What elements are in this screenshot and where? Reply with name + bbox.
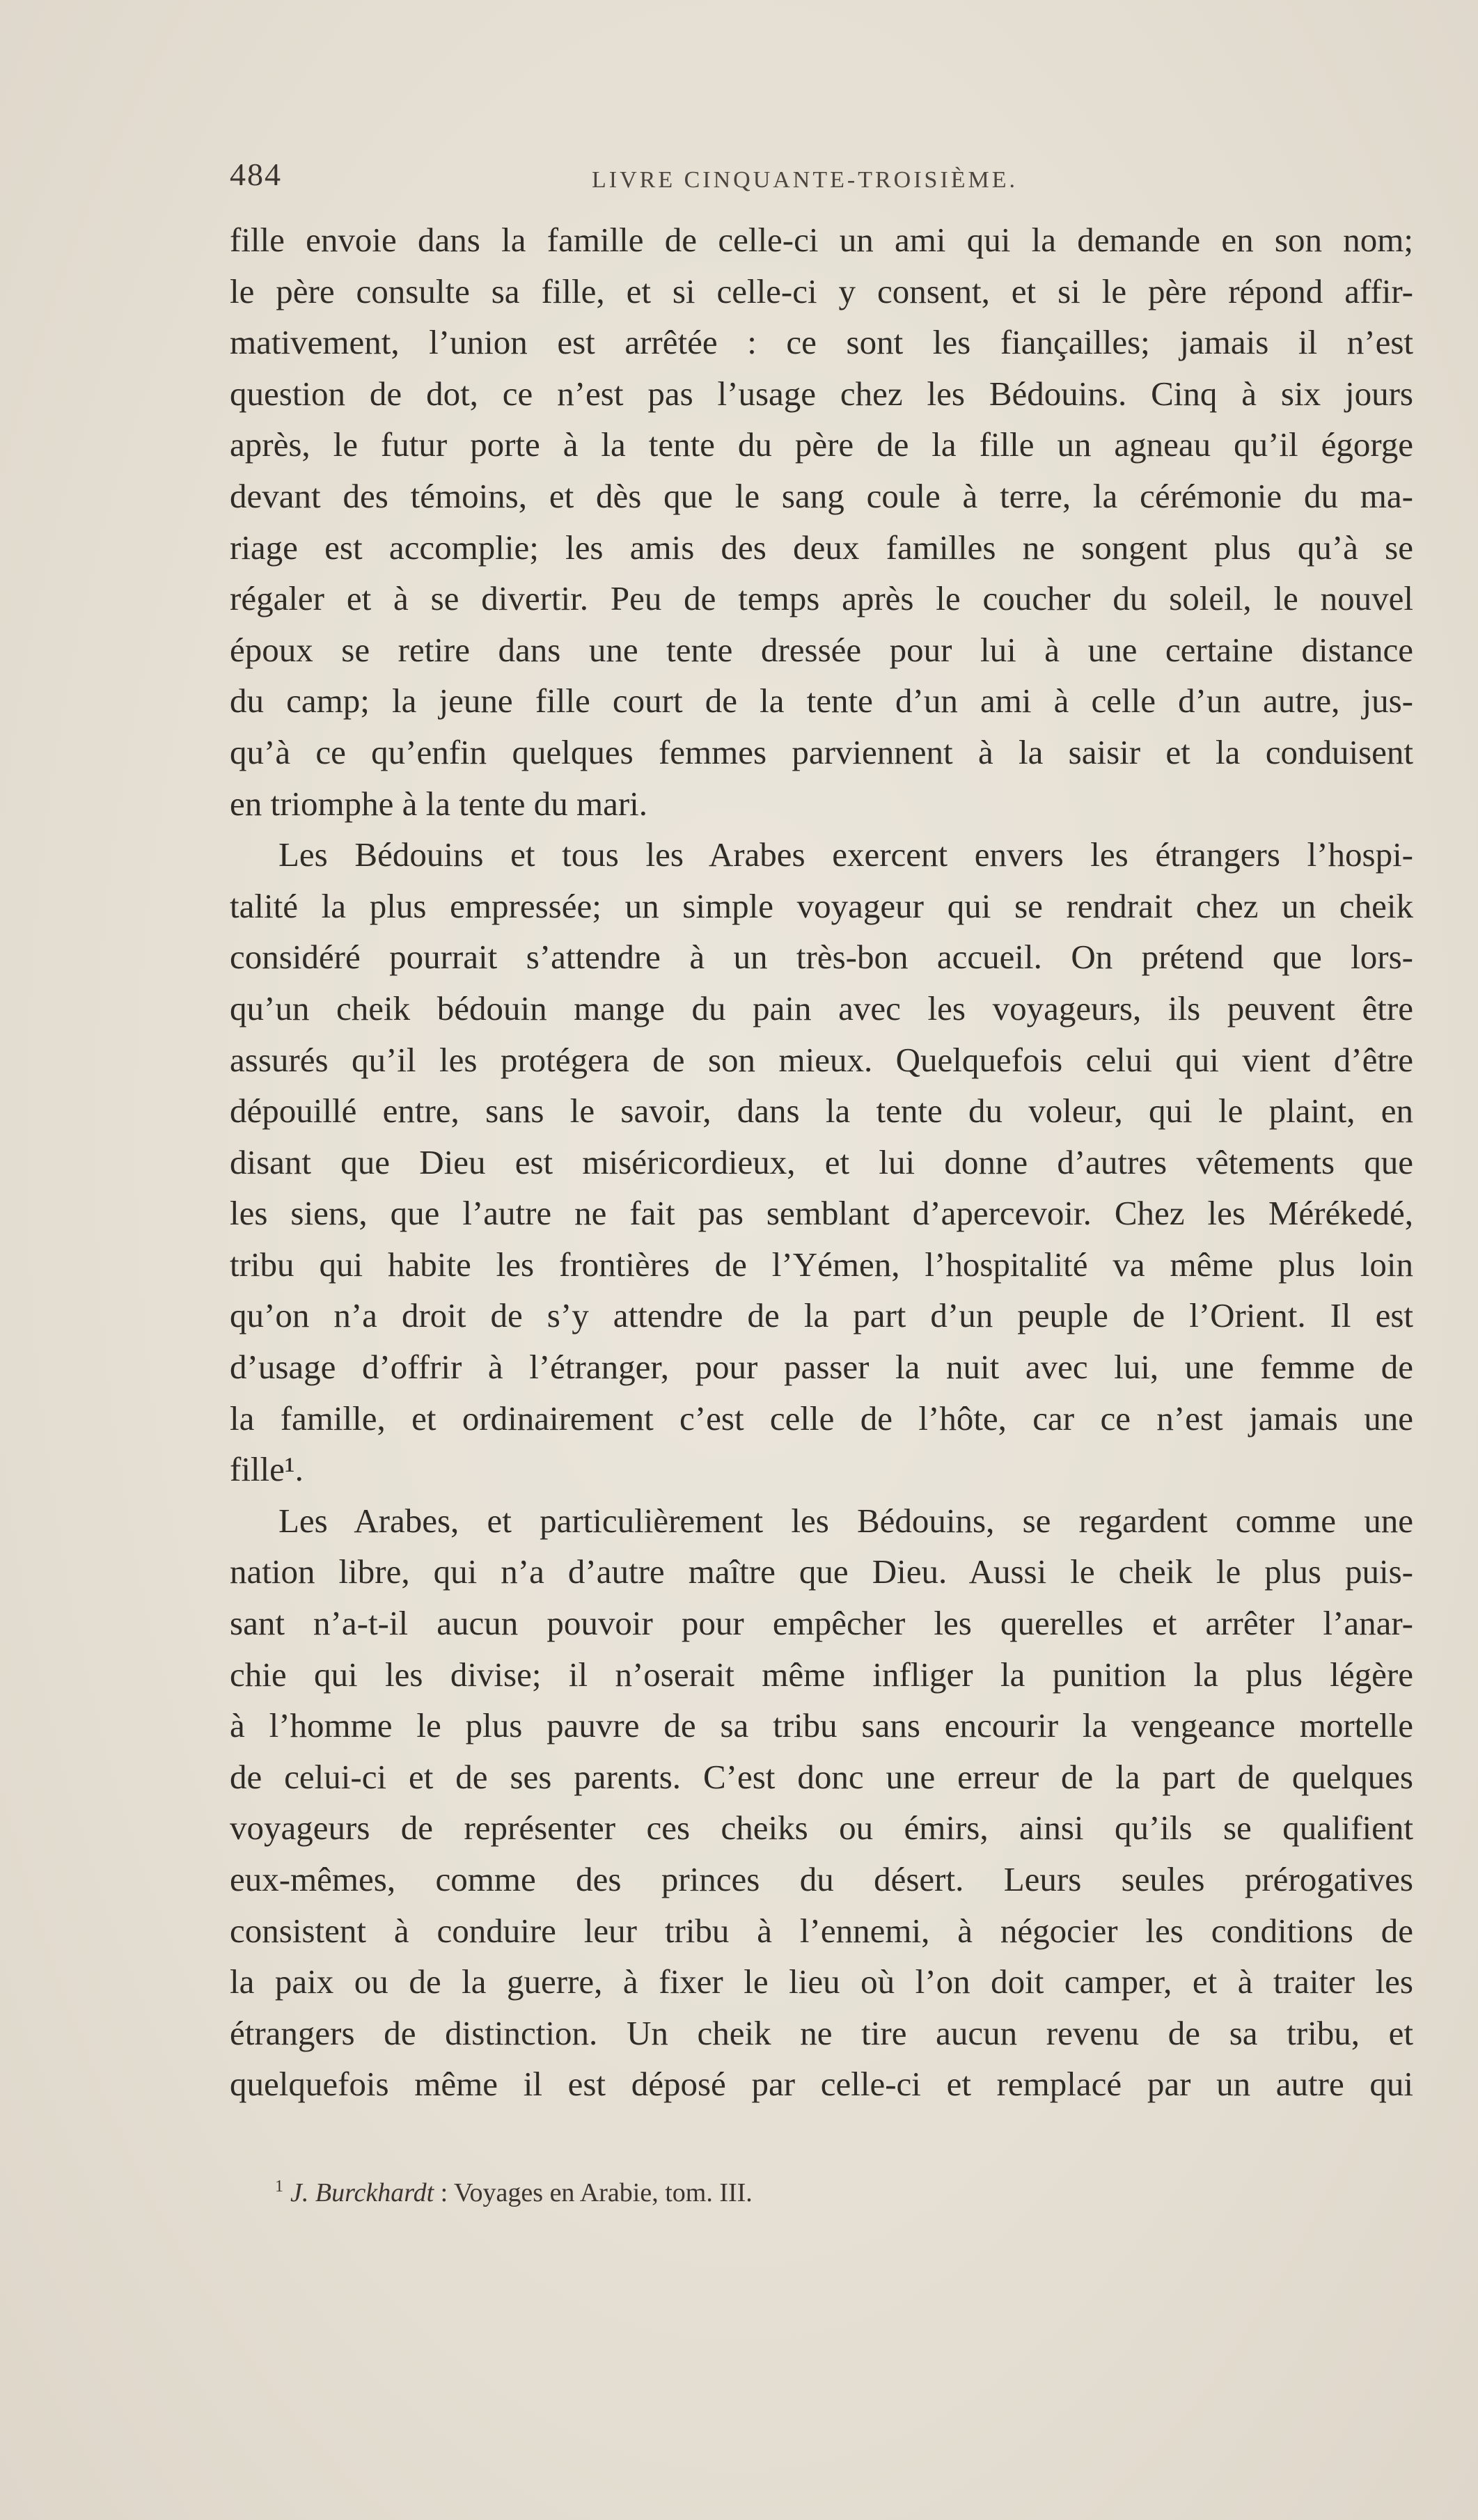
text-line: époux se retire dans une tente dressée pour lui à une certaine distance (230, 630, 1413, 669)
text-line: à l’homme le plus pauvre de sa tribu sans encourir la vengeance mortelle (230, 1706, 1413, 1745)
text-line: la famille, et ordinairement c’est celle de l’hôte, car ce n’est jamais une (230, 1399, 1413, 1438)
text-line: tribu qui habite les frontières de l’Yémen, l’hospitalité va même plus loin (230, 1245, 1413, 1284)
running-title: LIVRE CINQUANTE-TROISIÈME. (592, 167, 1019, 193)
text-line: devant des témoins, et dès que le sang coule à terre, la cérémonie du ma- (230, 476, 1413, 515)
footnote-marker: 1 (275, 2178, 283, 2196)
text-line: Les Bédouins et tous les Arabes exercent envers les étrangers l’hospi- (278, 835, 1413, 874)
text-line: fille¹. (230, 1450, 304, 1489)
text-line: en triomphe à la tente du mari. (230, 784, 648, 823)
text-line: les siens, que l’autre ne fait pas semblant d’apercevoir. Chez les Mérékedé, (230, 1194, 1413, 1233)
text-line: consistent à conduire leur tribu à l’ennemi, à négocier les conditions de (230, 1911, 1413, 1950)
text-line: du camp; la jeune fille court de la tente d’un ami à celle d’un autre, jus- (230, 682, 1413, 720)
text-line: dépouillé entre, sans le savoir, dans la tente du voleur, qui le plaint, en (230, 1092, 1413, 1131)
footnote (275, 2178, 753, 2208)
text-line: considéré pourrait s’attendre à un très-bon accueil. On prétend que lors- (230, 938, 1413, 977)
text-line: régaler et à se divertir. Peu de temps après le coucher du soleil, le nouvel (230, 579, 1413, 618)
text-line: après, le futur porte à la tente du père de la fille un agneau qu’il égorge (230, 425, 1413, 464)
text-line: nation libre, qui n’a d’autre maître que Dieu. Aussi le cheik le plus puis- (230, 1552, 1413, 1591)
text-line: sant n’a-t-il aucun pouvoir pour empêcher les querelles et arrêter l’anar- (230, 1604, 1413, 1643)
text-line: d’usage d’offrir à l’étranger, pour passer la nuit avec lui, une femme de (230, 1348, 1413, 1387)
text-line: question de dot, ce n’est pas l’usage chez les Bédouins. Cinq à six jours (230, 374, 1413, 413)
footnote-text: Voyages en Arabie, tom. III. (454, 2178, 753, 2207)
text-line: qu’on n’a droit de s’y attendre de la part d’un peuple de l’Orient. Il est (230, 1296, 1413, 1335)
text-line: Les Arabes, et particulièrement les Bédouins, se regardent comme une (278, 1501, 1413, 1540)
page-number: 484 (230, 157, 282, 192)
text-line: chie qui les divise; il n’oserait même infliger la punition la plus légère (230, 1655, 1413, 1694)
text-line: le père consulte sa fille, et si celle-ci y consent, et si le père répond affir- (230, 271, 1413, 310)
text-line: qu’un cheik bédouin mange du pain avec les voyageurs, ils peuvent être (230, 989, 1413, 1027)
text-line: talité la plus empressée; un simple voyageur qui se rendrait chez un cheik (230, 886, 1413, 925)
text-line: disant que Dieu est miséricordieux, et lui donne d’autres vêtements que (230, 1142, 1413, 1181)
footnote-separator: : (434, 2178, 454, 2207)
footnote-author: J. Burckhardt (290, 2178, 434, 2207)
text-line: quelquefois même il est déposé par celle-ci et remplacé par un autre qui (230, 2065, 1413, 2104)
text-line: assurés qu’il les protégera de son mieux. Quelquefois celui qui vient d’être (230, 1040, 1413, 1079)
page-header (230, 152, 1413, 200)
text-line: eux-mêmes, comme des princes du désert. Leurs seules prérogatives (230, 1860, 1413, 1898)
text-line: qu’à ce qu’enfin quelques femmes parviennent à la saisir et la conduisent (230, 732, 1413, 771)
text-line: mativement, l’union est arrêtée : ce sont les fiançailles; jamais il n’est (230, 323, 1413, 362)
text-line: étrangers de distinction. Un cheik ne tire aucun revenu de sa tribu, et (230, 2013, 1413, 2052)
text-line: voyageurs de représenter ces cheiks ou émirs, ainsi qu’ils se qualifient (230, 1809, 1413, 1848)
text-line: riage est accomplie; les amis des deux familles ne songent plus qu’à se (230, 528, 1413, 567)
text-line: fille envoie dans la famille de celle-ci un ami qui la demande en son nom; (230, 221, 1413, 259)
text-line: de celui-ci et de ses parents. C’est donc une erreur de la part de quelques (230, 1757, 1413, 1796)
body-text (230, 214, 1413, 2110)
text-line: la paix ou de la guerre, à fixer le lieu où l’on doit camper, et à traiter les (230, 1962, 1413, 2001)
